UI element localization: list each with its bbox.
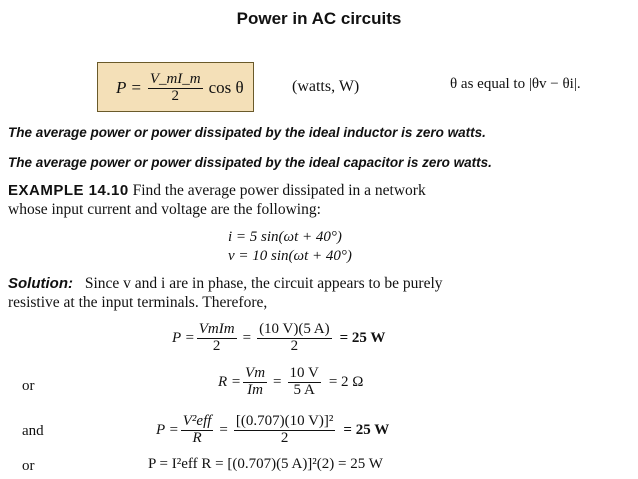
eq1-frac2 <box>257 322 332 355</box>
power-formula <box>116 66 244 110</box>
eq1-result: = 25 W <box>339 329 386 346</box>
solution-label: Solution: <box>8 275 73 292</box>
formula-lhs: P = <box>116 78 142 97</box>
eq2-frac1-num: Vm <box>245 364 266 381</box>
eq3-frac2-num: [(0.707)(10 V)]² <box>235 412 334 429</box>
eq2-frac1-den: Im <box>247 381 263 398</box>
formula-denominator: 2 <box>171 87 179 104</box>
eq1-frac1-num: VmIm <box>198 320 235 337</box>
or-label-2: or <box>22 458 35 474</box>
eq1-lhs: P = <box>172 329 195 346</box>
inductor-statement: The average power or power dissipated by the ideal inductor is zero watts. <box>8 125 486 140</box>
eq2-frac2-den: 5 A <box>293 381 315 398</box>
formula-numerator: V_mI_m <box>149 70 201 87</box>
eq2-lhs: R = <box>218 373 242 390</box>
solution-line-2: resistive at the input terminals. Therefore, <box>8 294 268 311</box>
theta-note: θ as equal to |θv − θi|. <box>450 76 581 92</box>
eq3-equals: = <box>219 421 228 438</box>
voltage-equation: v = 10 sin(ωt + 40°) <box>228 248 352 264</box>
eq3-frac1 <box>181 414 214 447</box>
capacitor-statement: The average power or power dissipated by the ideal capacitor is zero watts. <box>8 155 492 170</box>
eq1-frac2-num: (10 V)(5 A) <box>259 320 330 337</box>
solution-line-1 <box>8 275 443 293</box>
equation-power-current: P = I²eff R = [(0.707)(5 A)]²(2) = 25 W <box>148 456 383 472</box>
formula-units: (watts, W) <box>292 78 360 95</box>
page-title: Power in AC circuits <box>236 9 402 28</box>
and-label: and <box>22 423 44 439</box>
example-line-1 <box>8 182 426 200</box>
eq2-frac1 <box>243 366 267 399</box>
eq3-lhs: P = <box>156 421 179 438</box>
equation-power-1 <box>172 318 385 358</box>
equation-resistance <box>218 362 363 402</box>
eq1-equals: = <box>242 329 252 346</box>
or-label-1: or <box>22 378 35 394</box>
eq2-frac2-num: 10 V <box>289 364 319 381</box>
example-line-2: whose input current and voltage are the following: <box>8 201 321 218</box>
eq2-equals: = <box>273 373 282 390</box>
eq1-frac1-den: 2 <box>212 337 221 354</box>
equation-power-rms <box>156 409 389 451</box>
example-text-1: Find the average power dissipated in a network <box>132 182 426 199</box>
eq3-frac1-den: R <box>192 429 202 446</box>
eq1-frac2-den: 2 <box>290 337 299 354</box>
formula-fraction <box>148 72 203 105</box>
example-label: EXAMPLE 14.10 <box>8 182 129 199</box>
solution-text-1: Since v and i are in phase, the circuit appears to be purely <box>84 275 443 292</box>
eq3-frac1-num: V²eff <box>182 412 212 429</box>
eq3-frac2-den: 2 <box>280 429 289 446</box>
eq2-frac2 <box>288 366 321 399</box>
eq2-result: = 2 Ω <box>328 373 364 390</box>
eq3-result: = 25 W <box>343 421 390 438</box>
eq3-frac2 <box>234 414 336 447</box>
formula-cos: cos θ <box>208 78 244 97</box>
current-equation: i = 5 sin(ωt + 40°) <box>228 229 342 245</box>
eq1-frac1 <box>197 322 237 355</box>
